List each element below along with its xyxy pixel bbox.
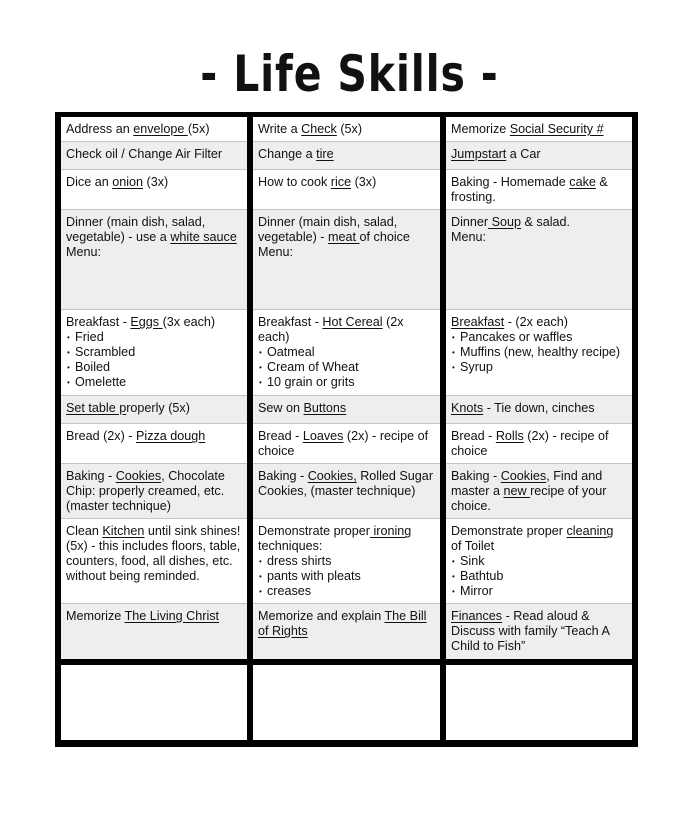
- skill-cell: [446, 396, 632, 423]
- skill-text-fragment: Bread -: [258, 429, 303, 443]
- skill-cell: [253, 604, 440, 659]
- skill-text: [66, 147, 242, 162]
- skill-text-fragment: Memorize: [451, 122, 510, 136]
- skill-text-fragment: Memorize: [66, 609, 125, 623]
- skill-keyword: Set table p: [66, 401, 127, 415]
- skill-text: [258, 401, 435, 416]
- skill-text-fragment: (2x each): [258, 315, 404, 344]
- skill-text-fragment: Baking -: [451, 469, 501, 483]
- skill-text: [258, 609, 435, 639]
- skill-text-fragment: Address an: [66, 122, 134, 136]
- skill-text-fragment: Clean: [66, 524, 103, 538]
- skill-cell: [253, 519, 440, 603]
- table-row: [61, 604, 632, 659]
- table-row: [61, 519, 632, 603]
- skill-text-fragment: Write a: [258, 122, 302, 136]
- blank-cell: [446, 665, 632, 740]
- blank-row: [61, 665, 632, 740]
- skill-text: [258, 469, 435, 499]
- skill-cell: [446, 142, 632, 169]
- table-row: [61, 170, 632, 209]
- skill-keyword: Breakfast: [451, 315, 505, 329]
- skill-cell: [253, 170, 440, 209]
- skill-text-fragment: Bread (2x) -: [66, 429, 136, 443]
- page-title: - Life Skills -: [200, 45, 499, 103]
- table-row: [61, 142, 632, 169]
- skill-text: [66, 215, 242, 260]
- skill-keyword: rice: [330, 175, 352, 189]
- skill-bullet-item: • creases: [258, 584, 435, 599]
- skill-text-fragment: - Tie down, cinches: [483, 401, 595, 415]
- skill-bullet-item: • Sink: [451, 554, 627, 569]
- skill-text-fragment: Check oil / Change Air Filter: [66, 147, 223, 161]
- skill-text: [66, 429, 242, 444]
- skill-text-fragment: Memorize and explain: [258, 609, 385, 623]
- skill-bullet-list: [451, 554, 627, 599]
- skill-text-fragment: Breakfast -: [66, 315, 131, 329]
- table-row: [61, 117, 632, 141]
- skill-text-fragment: Demonstrate proper: [451, 524, 567, 538]
- skill-keyword: Loaves: [302, 429, 344, 443]
- skill-text-fragment: How to cook: [258, 175, 331, 189]
- skill-text: [451, 215, 627, 245]
- skill-cell: [253, 210, 440, 309]
- skill-text-fragment: Menu:: [258, 245, 294, 259]
- skill-keyword: Knots: [451, 401, 484, 415]
- skill-bullet-item: • Omelette: [66, 375, 242, 390]
- skill-cell: [446, 424, 632, 463]
- skill-keyword: The Bill of Rights: [258, 609, 427, 638]
- skill-text-fragment: (3x each): [162, 315, 216, 329]
- skill-bullet-item: • 10 grain or grits: [258, 375, 435, 390]
- skill-text-fragment: (3x): [351, 175, 377, 189]
- skill-cell: [61, 210, 247, 309]
- skill-text-fragment: Baking -: [66, 469, 116, 483]
- skill-text: [66, 175, 242, 190]
- skill-text-fragment: (5x): [336, 122, 363, 136]
- table-row: [61, 424, 632, 463]
- skill-text: [258, 215, 435, 260]
- skill-text-fragment: techniques:: [258, 539, 323, 553]
- skill-text-fragment: , Find and master a: [451, 469, 603, 498]
- skill-cell: [61, 170, 247, 209]
- skill-cell: [61, 604, 247, 659]
- life-skills-table: [55, 112, 638, 747]
- skill-keyword: meat: [328, 230, 360, 244]
- skill-cell: [61, 142, 247, 169]
- skill-keyword: cake: [569, 175, 596, 189]
- skill-text: [258, 524, 435, 554]
- skill-text: [451, 469, 627, 514]
- skill-keyword: Hot Cereal: [322, 315, 383, 329]
- skill-keyword: ironing: [370, 524, 412, 538]
- table-row: [61, 310, 632, 395]
- skill-cell: [446, 170, 632, 209]
- skill-text-fragment: - (2x each): [504, 315, 568, 329]
- skill-text: [66, 469, 242, 514]
- skill-text-fragment: Change a: [258, 147, 317, 161]
- skill-keyword: onion: [112, 175, 144, 189]
- skill-cell: [61, 424, 247, 463]
- skill-bullet-item: • dress shirts: [258, 554, 435, 569]
- skill-text-fragment: Baking -: [258, 469, 308, 483]
- skill-cell: [61, 310, 247, 395]
- skill-text-fragment: until sink shines! (5x) - this includes floors, table, counters, food, all dishes, etc. without being reminded.: [66, 524, 241, 583]
- skill-text-fragment: (2x) - recipe of choice: [258, 429, 429, 458]
- skill-text: [66, 122, 242, 137]
- skill-keyword: Social Security #: [509, 122, 604, 136]
- table-grid: [61, 117, 632, 740]
- skill-keyword: white sauce: [170, 230, 237, 244]
- skill-bullet-item: • Syrup: [451, 360, 627, 375]
- skill-text-fragment: of Toilet: [451, 539, 495, 553]
- table-row: [61, 464, 632, 518]
- skill-bullet-list: [258, 345, 435, 390]
- skill-keyword: Cookies: [115, 469, 162, 483]
- skill-keyword: The Living Christ: [124, 609, 220, 623]
- skill-bullet-item: • Boiled: [66, 360, 242, 375]
- skill-cell: [61, 519, 247, 603]
- skill-text-fragment: & frosting.: [451, 175, 608, 204]
- skill-text: [258, 315, 435, 345]
- skill-cell: [446, 117, 632, 141]
- skill-cell: [253, 464, 440, 518]
- skill-cell: [446, 310, 632, 395]
- skill-keyword: tire: [316, 147, 334, 161]
- skill-keyword: Cookies,: [307, 469, 357, 483]
- skill-keyword: Jumpstart: [451, 147, 507, 161]
- skill-text: [451, 175, 627, 205]
- table-row: [61, 210, 632, 309]
- skill-text-fragment: Sew on: [258, 401, 304, 415]
- skill-bullet-list: [66, 330, 242, 390]
- skill-text-fragment: Dinner: [451, 215, 489, 229]
- skill-text: [258, 122, 435, 137]
- skill-cell: [253, 424, 440, 463]
- skill-text-fragment: recipe of your choice.: [451, 484, 607, 513]
- skill-text-fragment: Demonstrate proper: [258, 524, 370, 538]
- skill-bullet-item: • Fried: [66, 330, 242, 345]
- skill-keyword: Kitchen: [102, 524, 145, 538]
- skill-keyword: Eggs: [130, 315, 163, 329]
- skill-bullet-item: • Muffins (new, healthy recipe): [451, 345, 627, 360]
- skill-text: [451, 524, 627, 554]
- skill-keyword: Finances: [451, 609, 503, 623]
- skill-text: [451, 609, 627, 654]
- skill-text-fragment: Rolled Sugar Cookies, (master technique): [258, 469, 434, 498]
- skill-text: [258, 429, 435, 459]
- skill-keyword: Check: [301, 122, 337, 136]
- skill-bullet-item: • Scrambled: [66, 345, 242, 360]
- skill-keyword: envelope: [133, 122, 188, 136]
- skill-bullet-item: • Cream of Wheat: [258, 360, 435, 375]
- skill-text: [258, 147, 435, 162]
- skill-bullet-item: • pants with pleats: [258, 569, 435, 584]
- skill-text: [451, 147, 627, 162]
- skill-text-fragment: Menu:: [451, 230, 487, 244]
- skill-cell: [446, 464, 632, 518]
- skill-text-fragment: (2x) - recipe of choice: [451, 429, 609, 458]
- skill-text-fragment: Baking - Homemade: [451, 175, 570, 189]
- skill-cell: [446, 604, 632, 659]
- skill-text-fragment: roperly (5x): [126, 401, 190, 415]
- skill-cell: [61, 396, 247, 423]
- skill-bullet-item: • Mirror: [451, 584, 627, 599]
- blank-cell: [253, 665, 440, 740]
- skill-bullet-list: [451, 330, 627, 375]
- skill-cell: [253, 142, 440, 169]
- skill-text: [66, 401, 242, 416]
- skill-text: [66, 524, 242, 584]
- skill-text-fragment: Bread -: [451, 429, 496, 443]
- skill-text-fragment: (5x): [187, 122, 210, 136]
- skill-text-fragment: - Read aloud & Discuss with family “Teach A Child to Fish”: [451, 609, 610, 653]
- skill-keyword: Rolls: [495, 429, 524, 443]
- skill-text-fragment: , Chocolate Chip: properly creamed, etc. (master technique): [66, 469, 225, 513]
- skill-bullet-item: • Oatmeal: [258, 345, 435, 360]
- skill-text: [66, 315, 242, 330]
- skill-text-fragment: Dinner (main dish, salad, vegetable) - use a: [66, 215, 206, 244]
- skill-keyword: cleaning: [566, 524, 614, 538]
- skill-text: [451, 315, 627, 330]
- skill-keyword: Cookies: [500, 469, 547, 483]
- skill-text-fragment: a Car: [506, 147, 541, 161]
- skill-keyword: Buttons: [303, 401, 347, 415]
- skill-bullet-item: • Bathtub: [451, 569, 627, 584]
- table-row: [61, 396, 632, 423]
- skill-cell: [446, 519, 632, 603]
- skill-text-fragment: Dice an: [66, 175, 113, 189]
- blank-cell: [61, 665, 247, 740]
- skill-keyword: new: [503, 484, 531, 498]
- skill-cell: [61, 117, 247, 141]
- skill-text-fragment: Dinner (main dish, salad, vegetable) -: [258, 215, 398, 244]
- skill-text-fragment: Breakfast -: [258, 315, 323, 329]
- skill-cell: [61, 464, 247, 518]
- skill-cell: [253, 117, 440, 141]
- skill-cell: [446, 210, 632, 309]
- skill-cell: [253, 310, 440, 395]
- skill-text-fragment: & salad.: [521, 215, 571, 229]
- skill-text-fragment: Menu:: [66, 245, 102, 259]
- skill-text: [451, 122, 627, 137]
- skill-text: [451, 401, 627, 416]
- skill-bullet-list: [258, 554, 435, 599]
- skill-text: [66, 609, 242, 624]
- skill-keyword: Soup: [488, 215, 522, 229]
- skill-bullet-item: • Pancakes or waffles: [451, 330, 627, 345]
- skill-text: [258, 175, 435, 190]
- skill-text-fragment: (3x): [143, 175, 169, 189]
- skill-keyword: Pizza dough: [136, 429, 206, 443]
- skill-text-fragment: of choice: [359, 230, 410, 244]
- skill-text: [451, 429, 627, 459]
- skill-cell: [253, 396, 440, 423]
